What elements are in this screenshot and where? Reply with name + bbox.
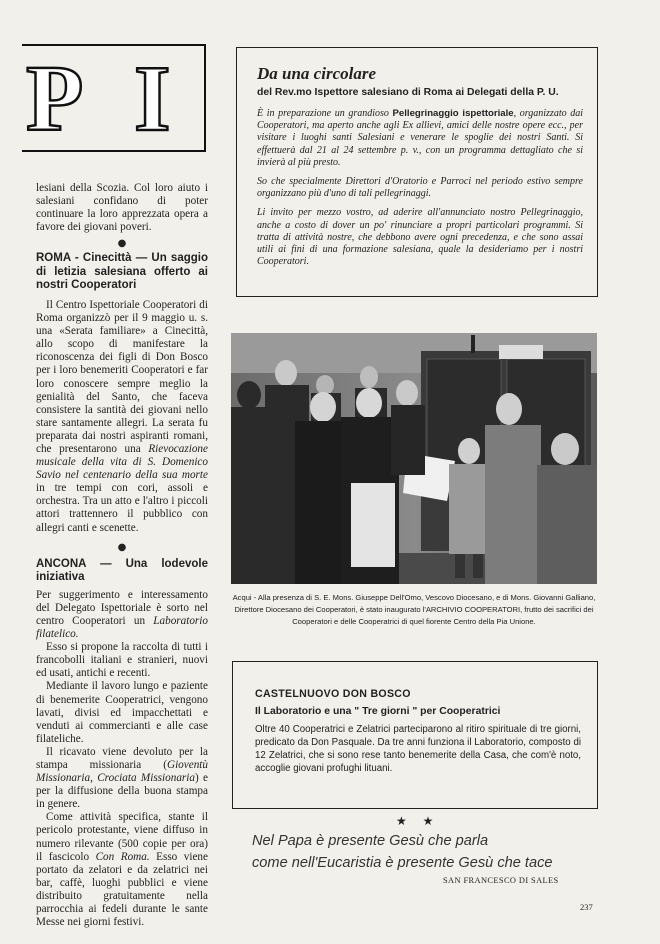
header-big-letters: [22, 44, 206, 152]
page-number: 237: [580, 902, 593, 912]
big-letter-i: I: [134, 47, 171, 151]
photo-caption: Acqui - Alla presenza di S. E. Mons. Giuseppe Dell'Omo, Vescovo Diocesano, e di Mons. Giovanni Galliano, Direttore Diocesano dei Cooperatori, è stato inaugurato l'ARCHIVIO COOPERATORI, frutto dei sacrifici dei Cooperatori e delle Cooperatrici di quel fiorente Centro della Pia Unione.: [232, 593, 596, 626]
intro-paragraph: lesiani della Scozia. Col loro aiuto i salesiani confidano di poter continuare la loro apprezzata opera a favore dei giovani poveri.: [36, 182, 208, 234]
castelnuovo-body: Oltre 40 Cooperatrici e Zelatrici parteciparono al ritiro spirituale di tre giorni, predicato da Don Pasquale. Da tre anni funziona il Laboratorio, composto di 12 Zelatrici, che si sono rese tanto benemerite della Casa, che com'è noto, accoglie giovani profughi lituani.: [255, 724, 581, 774]
photo-illustration: [231, 333, 597, 584]
castelnuovo-subtitle: Il Laboratorio e una " Tre giorni " per Cooperatrici: [255, 706, 501, 717]
quote-author: SAN FRANCESCO DI SALES: [443, 876, 559, 885]
ancona-paragraph-4: Il ricavato viene devoluto per la stampa missionaria (Gioventù Missionaria, Crociata Missionaria) e per la diffusione della buona stampa in genere.: [36, 745, 208, 811]
quote-line-1: Nel Papa è presente Gesù che parla: [252, 833, 489, 849]
circular-paragraph-1: È in preparazione un grandioso Pellegrinaggio ispettoriale, organizzato dai Cooperatori, ma aperto anche agli Ex allievi, amici delle nostre opere ecc., per visitare i luoghi santi Salesiani e venerare le spoglie dei nostri Santi. Si effettuerà dal 21 al 24 settembre p. v., con un programma dettagliato che si invierà al più presto.: [257, 108, 583, 168]
roma-heading: ROMA - Cinecittà — Un saggio di letizia salesiana offerto ai nostri Cooperatori: [36, 252, 208, 292]
ancona-paragraph-5: Come attività specifica, stante il pericolo protestante, viene diffuso in numero rilevante (500 copie per ora) il fascicolo Con Roma. Esso viene portato da zelatori e da zelatrici nei bar, caffè, luoghi pubblici e viene distribuito gratuitamente nella parrocchia ai fedeli durante le sante Messe nei giorni festivi.: [36, 811, 208, 929]
left-column: [36, 182, 208, 929]
circular-box: [236, 47, 598, 297]
stars-ornament: ★ ★: [396, 814, 440, 828]
roma-paragraph: Il Centro Ispettoriale Cooperatori di Roma organizzò per il 9 maggio u. s. una «Serata familiare» a Cinecittà, allo scopo di manifestare la riconoscenza dei figli di Don Bosco per i loro benemeriti Cooperatori e far loro conoscere sempre meglio la genialità del Santo, che faceva consistere la santità dei giovani nello stare santamente allegri. La serata fu preparata dai nostri aspiranti romani, che presentarono una Rievocazione musicale della vita di S. Domenico Savio nel centenario della sua morte in tre tempi con cori, assoli e orchestra. Tra un atto e l'altro i piccoli attori trattennero il pubblico con allegri canti e scenette.: [36, 298, 208, 534]
circular-title: Da una circolare: [257, 64, 376, 83]
ancona-paragraph-2: Esso si propone la raccolta di tutti i francobolli italiani e stranieri, nuovi ed usati, antichi e recenti.: [36, 641, 208, 680]
castelnuovo-title: CASTELNUOVO DON BOSCO: [255, 688, 411, 700]
big-letter-p: P: [26, 47, 84, 151]
section-separator: ●: [117, 238, 127, 250]
archive-inauguration-photo: [231, 333, 597, 584]
circular-paragraph-3: Li invito per mezzo vostro, ad aderire all'annunciato nostro Pellegrinaggio, anche a costo di dover un po' rinunciare a propri particolari programmi. Si tratta di attività nostre, che debbono avere ogni precedenza, e che sono assai utili ai fini di una formazione salesiana, quale la desideriamo per i nostri Cooperatori.: [257, 207, 583, 268]
circular-subtitle: del Rev.mo Ispettore salesiano di Roma ai Delegati della P. U.: [257, 87, 559, 98]
quote-text: [252, 830, 553, 874]
quote-line-2: come nell'Eucaristia è presente Gesù che tace: [252, 855, 553, 871]
circular-paragraph-2: So che specialmente Direttori d'Oratorio e Parroci nel periodo estivo sempre organizzano più d'uno di tali pellegrinaggi.: [257, 176, 583, 200]
castelnuovo-box: [232, 661, 598, 809]
ancona-heading: ANCONA — Una lodevole iniziativa: [36, 557, 208, 584]
ancona-paragraph-3: Mediante il lavoro lungo e paziente di benemerite Cooperatrici, vengono lavati, divisi ed impacchettati e venduti ai commercianti e alle case filateliche.: [36, 680, 208, 745]
ancona-paragraph-1: Per suggerimento e interessamento del Delegato Ispettoriale è sorto nel centro Cooperatori un Laboratorio filatelico.: [36, 588, 208, 641]
section-separator: ●: [117, 541, 127, 553]
